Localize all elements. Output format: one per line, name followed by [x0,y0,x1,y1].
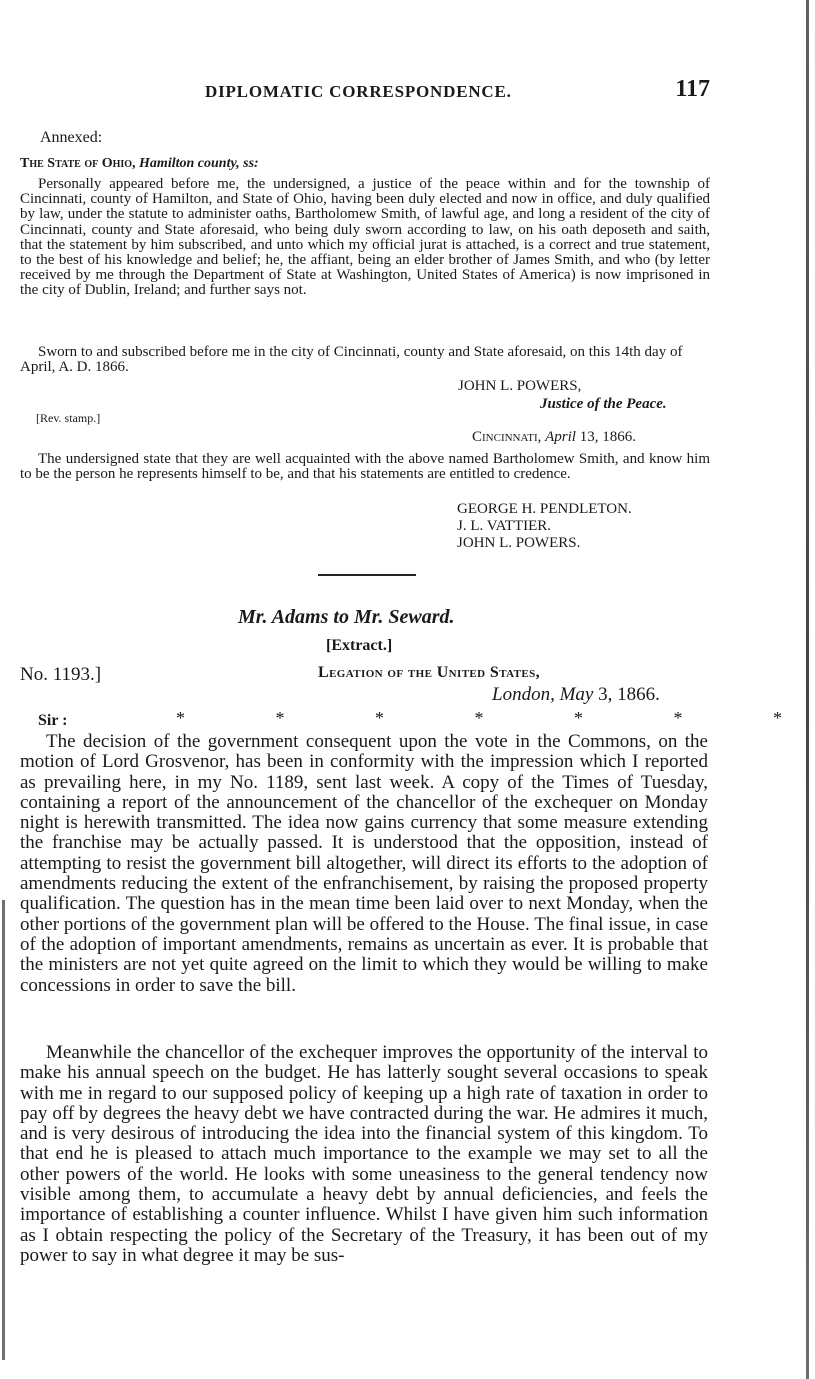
running-header [205,76,710,106]
revenue-stamp-note: [Rev. stamp.] [36,411,101,425]
venue-line [20,156,710,171]
letter-dateline [492,684,660,706]
letter-date: 3, 1866. [598,684,660,705]
signer-2: J. L. VATTIER. [457,518,552,534]
acquaintance-statement: The undersigned state that they are well acquainted with the above named Bartholomew Smith, and know him to be the person he represents himself to be, and that his statements are entitled to credence. [20,451,710,483]
signers-block [457,501,632,552]
ellipsis-stars: * * * * * * * [176,708,782,728]
dateline [472,429,636,446]
signer-1: GEORGE H. PENDLETON. [457,501,632,517]
header-title: DIPLOMATIC CORRESPONDENCE. [205,82,512,101]
letter-paragraph-1: The decision of the government consequent upon the vote in the Commons, on the motion of Lord Grosvenor, has been in conformity with the impression which I reported as prevailing here, in my No. 1189, sent last week. A copy of the Times of Tuesday, containing a report of the announcement of the chancellor of the exchequer on Monday night is herewith transmitted. The idea now gains currency that some measure extending the franchise may be actually passed. It is understood that the opposition, instead of attempting to resist the government bill altogether, will direct its efforts to the adoption of amendments reducing the extent of the enfranchisement, by raising the proposed property qualification. The question has in the mean time been laid over to next Monday, when the other portions of the government plan will be offered to the House. The final issue, in case of the adoption of important amendments, remains as uncertain as ever. It is probable that the ministers are not yet quite agreed on the limit to which they would be willing to make concessions in order to save the bill. [20,731,708,996]
page-number: 117 [675,76,710,102]
letter-paragraph-2: Meanwhile the chancellor of the exchequer improves the opportunity of the interval to make his annual speech on the budget. He has latterly sought several occasions to speak with me in regard to our supposed policy of keeping up a high rate of taxation in order to pay off by degrees the heavy debt we have contracted during the war. He admires it much, and is very desirous of introducing the idea into the financial system of this kingdom. To that end he is pleased to attach much importance to the example we may set to all the other powers of the world. He looks with some uneasiness to the general tendency now visible among them, to accumulate a heavy debt by annual deficiencies, and feels the importance of establishing a counter influence. Whilst I have given him such information as I obtain respecting the policy of the Secretary of the Treasury, it has been out of my power to say in what degree it may be sus- [20,1042,708,1266]
sworn-statement: Sworn to and subscribed before me in the city of Cincinnati, county and State aforesaid, on this 14th day of April, A. D. 1866. [20,344,683,376]
section-divider [318,574,416,576]
justice-signature: JOHN L. POWERS, [458,378,582,394]
despatch-number: No. 1193.] [20,664,102,685]
dateline-month: April [545,429,576,445]
signer-3: JOHN L. POWERS. [457,535,581,551]
page-edge-left [2,900,5,1360]
annexed-label: Annexed: [40,129,103,146]
letter-place: London, May [492,684,594,705]
state-label: The State of Ohio, [20,156,136,171]
salutation: Sir : [38,712,68,729]
extract-label: [Extract.] [326,637,393,654]
page-edge-right [806,0,809,1379]
justice-title: Justice of the Peace. [540,396,667,412]
letter-title: Mr. Adams to Mr. Seward. [238,606,455,628]
affidavit-body: Personally appeared before me, the undersigned, a justice of the peace within and for the township of Cincinnati, county of Hamilton, and State of Ohio, having been duly elected and now in office, and duly qualified by law, under the statute to administer oaths, Bartholomew Smith, of lawful age, and long a resident of the city of Cincinnati, county and State aforesaid, who being duly sworn according to law, on his oath deposeth and saith, that the statement by him subscribed, and unto which my official jurat is attached, is a correct and true statement, to the best of his knowledge and belief; he, the affiant, being an elder brother of James Smith, and who (by letter received by me through the Department of State at Washington, United States of America) is now imprisoned in the city of Dublin, Ireland; and further says not. [20,176,710,299]
dateline-day-year: 13, 1866. [579,429,636,445]
county-label: Hamilton county, ss: [139,156,259,171]
legation-heading: Legation of the United States, [318,664,541,681]
dateline-place: Cincinnati, [472,429,542,445]
